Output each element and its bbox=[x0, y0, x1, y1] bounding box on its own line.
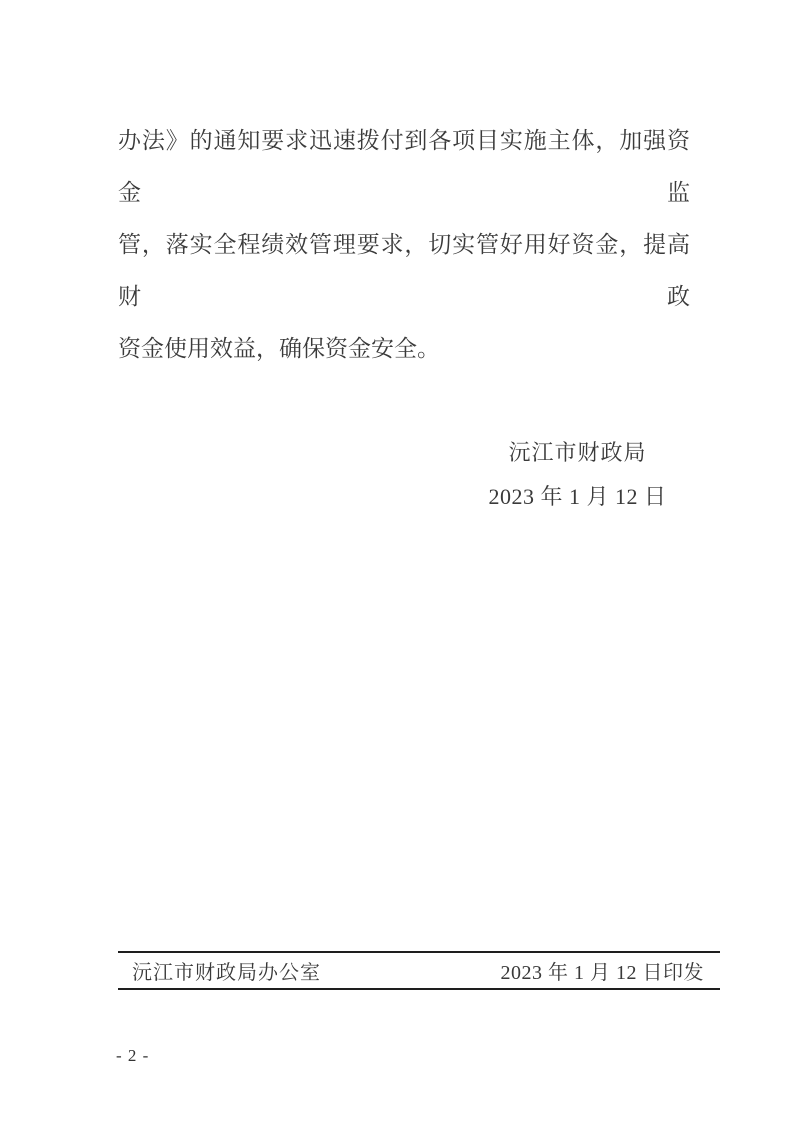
footer-print-date: 2023 年 1 月 12 日印发 bbox=[500, 962, 704, 984]
page-number: - 2 - bbox=[116, 1046, 150, 1065]
body-line-1: 办法》的通知要求迅速拨付到各项目实施主体，加强资金监 bbox=[118, 128, 690, 205]
body-line-2: 管，落实全程绩效管理要求，切实管好用好资金，提高财政 bbox=[118, 232, 690, 309]
footer-office: 沅江市财政局办公室 bbox=[132, 962, 321, 984]
body-line-3: 资金使用效益，确保资金安全。 bbox=[118, 336, 440, 361]
footer-bar bbox=[118, 951, 720, 990]
signature-block bbox=[440, 431, 715, 519]
signature-issuer: 沅江市财政局 bbox=[508, 440, 647, 465]
signature-date: 2023 年 1 月 12 日 bbox=[488, 484, 667, 509]
body-paragraph bbox=[118, 115, 690, 375]
